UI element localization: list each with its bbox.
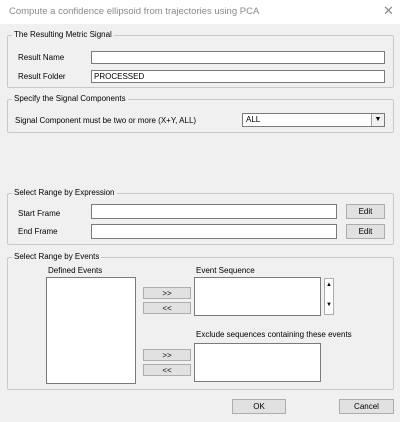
end-frame-label: End Frame xyxy=(18,227,58,236)
close-icon[interactable]: ✕ xyxy=(383,3,394,18)
window-title: Compute a confidence ellipsoid from trajectories using PCA xyxy=(9,6,260,17)
exclude-sequences-label: Exclude sequences containing these events xyxy=(196,330,352,339)
title-bar xyxy=(0,0,400,24)
defined-events-label: Defined Events xyxy=(48,266,103,275)
result-folder-input[interactable]: PROCESSED xyxy=(91,70,385,83)
remove-from-exclude-button[interactable]: << xyxy=(143,364,191,376)
add-to-exclude-button[interactable]: >> xyxy=(143,349,191,361)
add-to-sequence-button[interactable]: >> xyxy=(143,287,191,299)
defined-events-list[interactable] xyxy=(46,277,136,384)
end-frame-edit-button[interactable]: Edit xyxy=(346,224,385,239)
chevron-down-icon[interactable]: ▼ xyxy=(371,114,384,126)
cancel-button[interactable]: Cancel xyxy=(339,399,394,414)
remove-from-sequence-button[interactable]: << xyxy=(143,302,191,314)
result-name-input[interactable] xyxy=(91,51,385,64)
result-folder-label: Result Folder xyxy=(18,72,66,81)
end-frame-input[interactable] xyxy=(91,224,337,239)
result-group-legend: The Resulting Metric Signal xyxy=(14,30,112,39)
start-frame-edit-button[interactable]: Edit xyxy=(346,204,385,219)
exclude-events-list[interactable] xyxy=(194,343,321,382)
result-name-label: Result Name xyxy=(18,53,65,62)
ok-button[interactable]: OK xyxy=(232,399,286,414)
move-down-button[interactable] xyxy=(324,296,334,315)
signal-component-value: ALL xyxy=(246,115,261,124)
start-frame-input[interactable] xyxy=(91,204,337,219)
arrow-down-icon: ▼ xyxy=(326,302,332,308)
signal-component-label: Signal Component must be two or more (X+Y, ALL) xyxy=(15,116,197,125)
components-group-legend: Specify the Signal Components xyxy=(14,94,126,103)
expression-group-legend: Select Range by Expression xyxy=(14,188,115,197)
start-frame-label: Start Frame xyxy=(18,209,61,218)
event-sequence-label: Event Sequence xyxy=(196,266,255,275)
events-group-legend: Select Range by Events xyxy=(14,252,100,261)
signal-component-select[interactable] xyxy=(242,113,385,127)
arrow-up-icon: ▲ xyxy=(326,282,332,288)
event-sequence-list[interactable] xyxy=(194,277,321,316)
